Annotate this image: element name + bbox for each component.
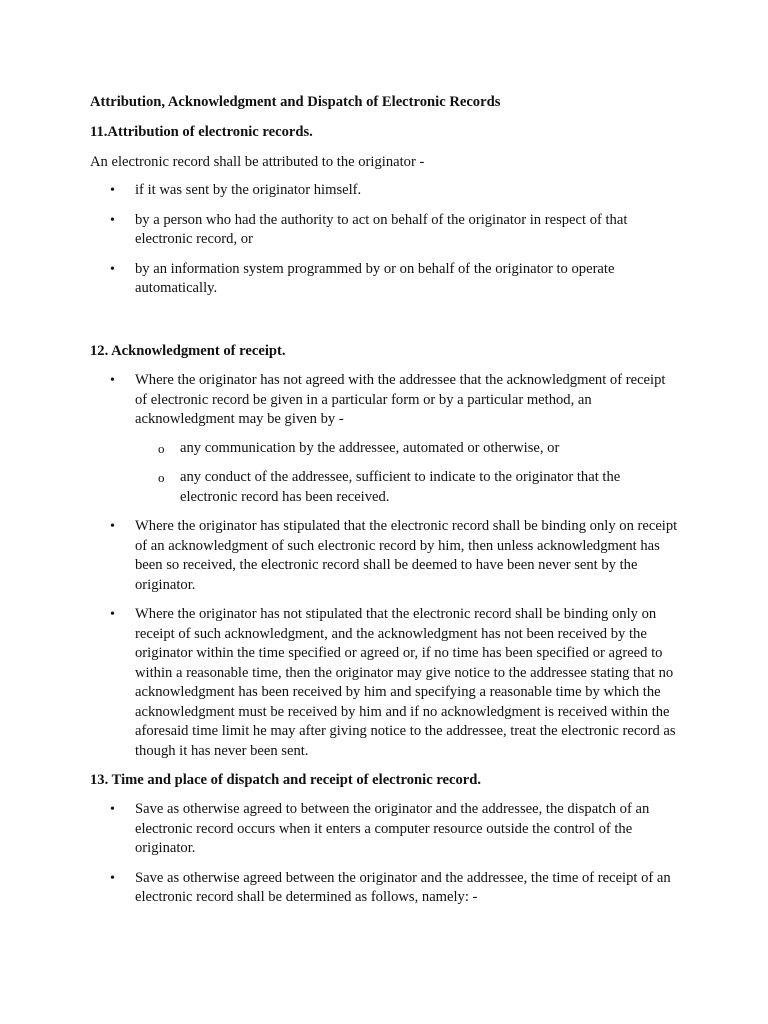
bullet-icon: • (110, 183, 115, 198)
list-item (0, 605, 680, 761)
list-item (0, 869, 680, 908)
bullet-icon: • (110, 519, 115, 534)
section-12-list (0, 371, 680, 761)
sub-list-item-text: any conduct of the addressee, sufficient to indicate to the originator that the electronic record has been received. (180, 469, 621, 505)
list-item (0, 181, 680, 201)
list-item-text: Where the originator has not agreed with the addressee that the acknowledgment of receipt of electronic record be given in a particular form or by a particular method, an acknowledgment may be given by - (135, 372, 666, 427)
bullet-icon: • (110, 870, 115, 886)
list-item-text: by an information system programmed by or on behalf of the originator to operate automatically. (135, 260, 615, 296)
list-item-text: by a person who had the authority to act on behalf of the originator in respect of that electronic record, or (135, 211, 628, 247)
list-item-text: Save as otherwise agreed between the originator and the addressee, the time of receipt of an electronic record shall be determined as follows, namely: - (135, 869, 671, 905)
bullet-icon: • (110, 212, 115, 228)
section-11-intro: An electronic record shall be attributed to the originator - (90, 154, 425, 170)
list-item-text: Where the originator has stipulated that the electronic record shall be binding only on receipt of an acknowledgment of such electronic record by him, then unless acknowledgment has been so received, the electronic record shall be deemed to have been never sent by the originator. (135, 518, 678, 593)
list-item-text: if it was sent by the originator himself. (135, 182, 362, 198)
bullet-icon: • (110, 802, 115, 817)
section-13-list (0, 800, 680, 908)
hollow-bullet-icon: o (158, 440, 165, 456)
list-item-text: Where the originator has not stipulated that the electronic record shall be binding only on receipt of such acknowledgment, and the acknowledgment has not been received by the originator within the time specified or agreed or, if no time has been specified or agreed to within a reasonable time, then the originator may give notice to the addressee stating that no acknowledgment has been received by him and specifying a reasonable time by which the acknowledgment must be received by him and if no acknowledgment is received within the aforesaid time limit he may after giving notice to the addressee, treat the electronic record as though it has never been sent. (135, 606, 676, 759)
list-item (0, 371, 680, 507)
section-11-list (0, 181, 680, 299)
list-item-text: Save as otherwise agreed to between the originator and the addressee, the dispatch of an electronic record occurs when it enters a computer resource outside the control of the originator. (135, 801, 650, 856)
sub-list-item-text: any communication by the addressee, automated or otherwise, or (180, 439, 560, 456)
document-title: Attribution, Acknowledgment and Dispatch of Electronic Records (90, 94, 501, 110)
section-12-heading: 12. Acknowledgment of receipt. (90, 343, 286, 359)
list-item (0, 517, 680, 595)
section-11-heading: 11.Attribution of electronic records. (90, 124, 313, 140)
section-13-heading: 13. Time and place of dispatch and receipt of electronic record. (90, 772, 482, 788)
bullet-icon: • (110, 373, 115, 388)
list-item (0, 211, 680, 250)
list-item (0, 800, 680, 859)
list-item (0, 260, 680, 299)
bullet-icon: • (110, 607, 115, 622)
sub-list-item (158, 468, 675, 507)
bullet-icon: • (110, 261, 115, 277)
sub-list-item (158, 439, 675, 459)
section-12-sublist (135, 439, 680, 508)
hollow-bullet-icon: o (158, 470, 165, 485)
